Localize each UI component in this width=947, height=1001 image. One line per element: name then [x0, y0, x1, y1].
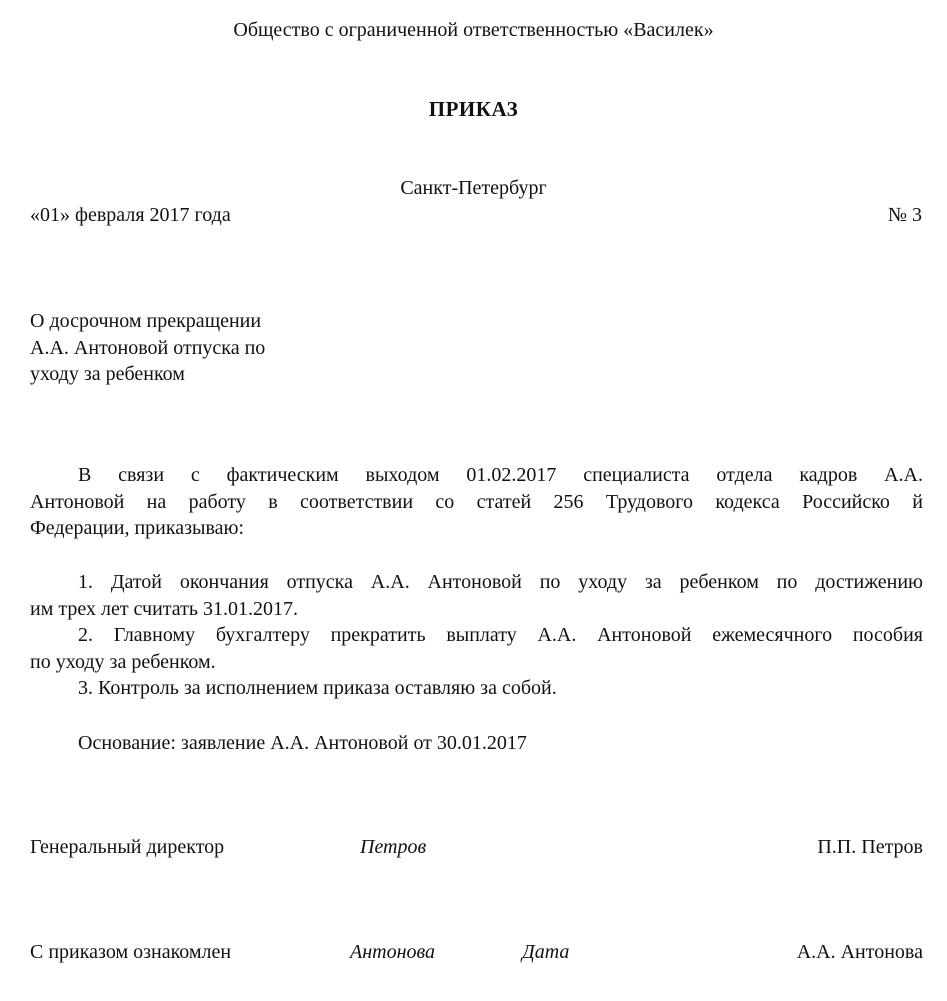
acknowledgement-date-label: Дата: [522, 941, 570, 963]
organization-name: Общество с ограниченной ответственностью «Василек»: [233, 19, 714, 41]
intro-line: В связи с фактическим выходом 01.02.2017 специалиста отдела кадров А.А.: [78, 464, 923, 486]
document-title: ПРИКАЗ: [428, 97, 519, 121]
order-date: «01» февраля 2017 года: [30, 204, 231, 226]
order-subject: [30, 308, 320, 388]
order-item-2-line: по уходу за ребенком.: [30, 650, 216, 673]
order-number: № 3: [887, 204, 922, 226]
order-items: [30, 569, 923, 702]
acknowledgement-label: С приказом ознакомлен: [30, 941, 232, 963]
basis-paragraph: [30, 730, 923, 757]
subject-line: О досрочном прекращении: [30, 310, 262, 332]
order-item-1-line: 1. Датой окончания отпуска А.А. Антоновой по уходу за ребенком по достижению: [78, 571, 923, 593]
director-name: П.П. Петров: [817, 836, 923, 858]
employee-name: А.А. Антонова: [796, 941, 923, 963]
director-position: Генеральный директор: [30, 836, 225, 858]
intro-paragraph: [30, 462, 923, 542]
subject-line: А.А. Антоновой отпуска по: [30, 336, 266, 359]
employee-signature: Антонова: [350, 941, 436, 963]
intro-line: Антоновой на работу в соответствии со статей 256 Трудового кодекса Российско й: [30, 490, 923, 513]
order-item-1-line: им трех лет считать 31.01.2017.: [30, 597, 298, 620]
basis-text: Основание: заявление А.А. Антоновой от 30.01.2017: [78, 732, 527, 754]
intro-line: Федерации, приказываю:: [30, 517, 245, 539]
director-signature: Петров: [360, 836, 427, 858]
order-item-2-line: 2. Главному бухгалтеру прекратить выплату А.А. Антоновой ежемесячного пособия: [78, 624, 923, 646]
subject-line: уходу за ребенком: [30, 363, 185, 385]
order-item-3-line: 3. Контроль за исполнением приказа оставляю за собой.: [78, 677, 557, 699]
city: Санкт-Петербург: [400, 177, 547, 199]
director-signature-row: [30, 834, 923, 862]
acknowledgement-row: [30, 939, 923, 967]
